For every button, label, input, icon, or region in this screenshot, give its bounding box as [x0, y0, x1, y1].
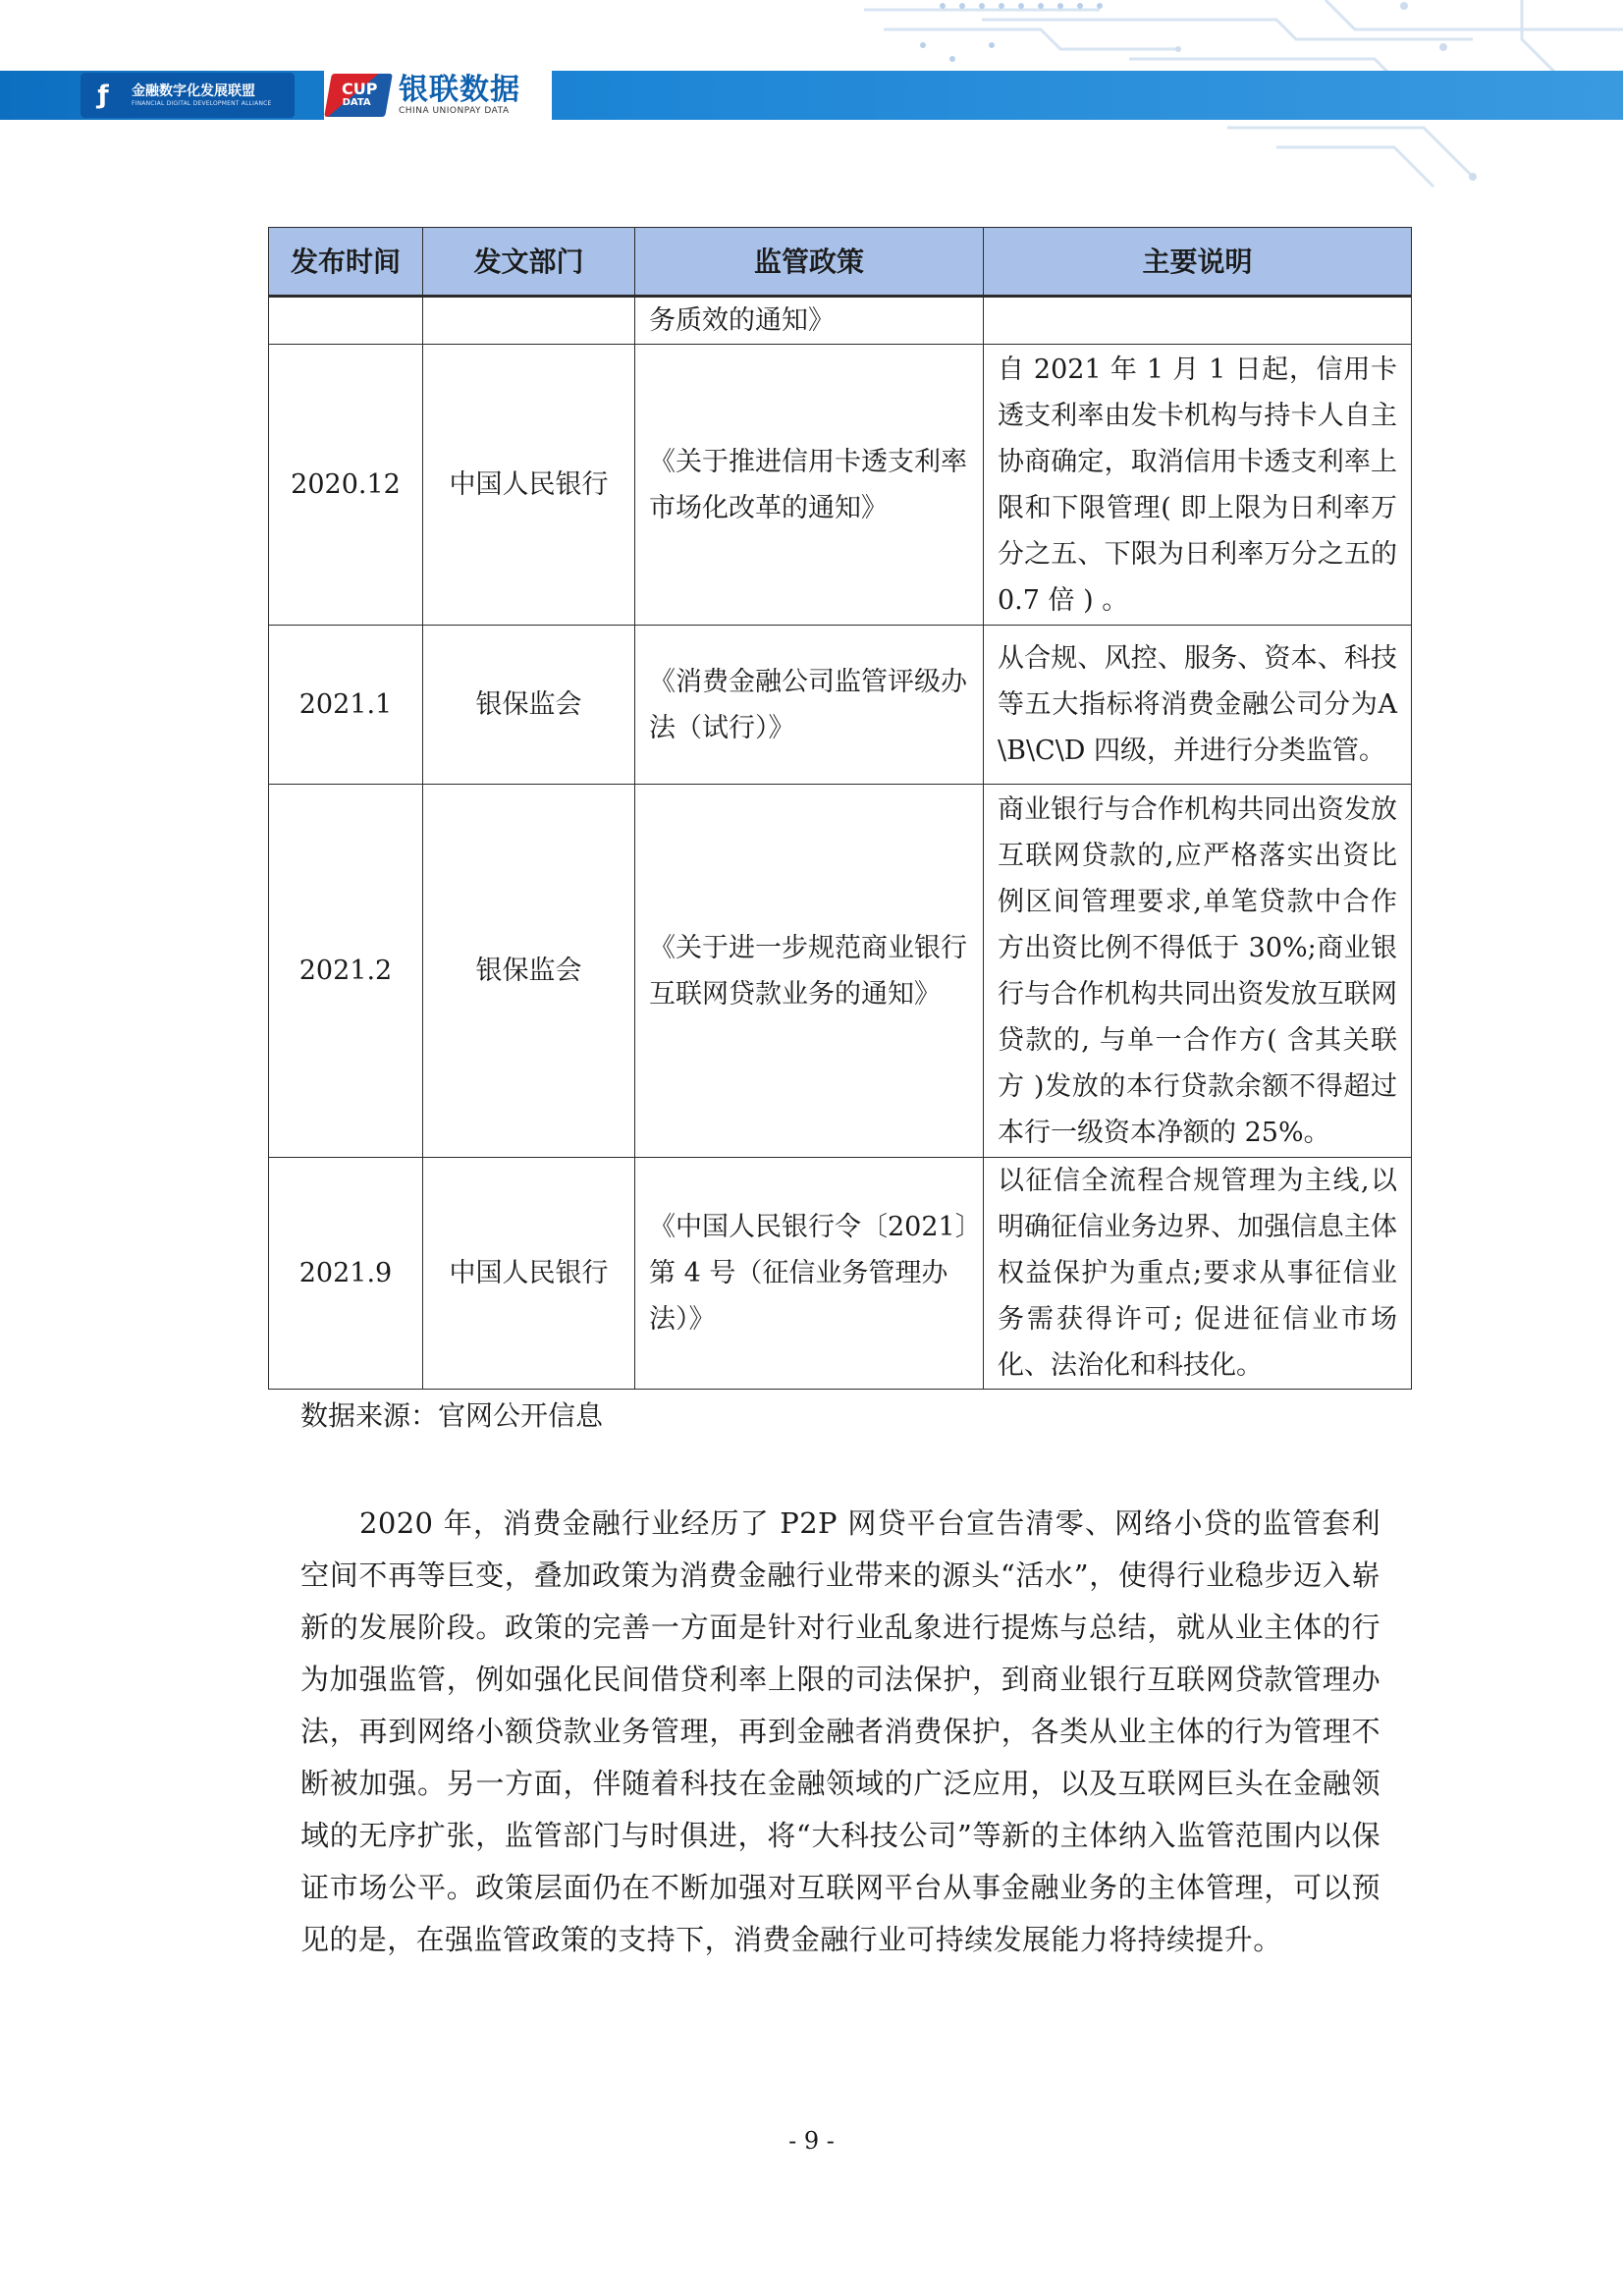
data-source-note: 数据来源：官网公开信息 [300, 1399, 604, 1432]
cup-data-badge-icon [324, 74, 393, 117]
table-row [269, 1158, 1412, 1390]
cell-policy: 《关于进一步规范商业银行互联网贷款业务的通知》 [635, 785, 984, 1158]
page-number: - 9 - [788, 2127, 835, 2155]
cup-badge-top: CUP [341, 80, 378, 98]
cell-description: 商业银行与合作机构共同出资发放互联网贷款的,应严格落实出资比例区间管理要求,单笔贷款中合作方出资比例不得低于 30%;商业银行与合作机构共同出资发放互联网贷款的, 与单一合作方( 含其关联方 )发放的本行贷款余额不得超过本行一级资本净额的 25%。 [984, 785, 1412, 1158]
table-row [269, 345, 1412, 626]
table-row [269, 626, 1412, 785]
cell-date [269, 297, 423, 345]
cell-date: 2021.1 [269, 626, 423, 785]
unionpay-data-logo [324, 71, 552, 120]
cell-date: 2021.2 [269, 785, 423, 1158]
unionpay-data-subtitle: CHINA UNIONPAY DATA [399, 105, 510, 116]
cell-policy: 务质效的通知》 [635, 297, 984, 345]
cell-policy: 《关于推进信用卡透支利率市场化改革的通知》 [635, 345, 984, 626]
page-header [0, 0, 1623, 196]
policy-table [268, 227, 1412, 1390]
header-regulatory-policy: 监管政策 [635, 228, 984, 297]
cell-description: 自 2021 年 1 月 1 日起，信用卡透支利率由发卡机构与持卡人自主协商确定，取消信用卡透支利率上限和下限管理( 即上限为日利率万分之五、下限为日利率万分之五的 0.7 倍 ) 。 [984, 345, 1412, 626]
header-publish-date: 发布时间 [269, 228, 423, 297]
cell-department: 中国人民银行 [423, 1158, 635, 1390]
table-header-row [269, 228, 1412, 297]
unionpay-data-title: 银联数据 [399, 72, 520, 107]
alliance-logo [81, 73, 295, 118]
header-issuing-department: 发文部门 [423, 228, 635, 297]
table-header [269, 228, 1412, 297]
cell-date: 2021.9 [269, 1158, 423, 1390]
alliance-logo-icon: ƒ [81, 73, 126, 118]
body-paragraph: 2020 年，消费金融行业经历了 P2P 网贷平台宣告清零、网络小贷的监管套利空间不再等巨变，叠加政策为消费金融行业带来的源头“活水”，使得行业稳步迈入崭新的发展阶段。政策的完善一方面是针对行业乱象进行提炼与总结，就从业主体的行为加强监管，例如强化民间借贷利率上限的司法保护，到商业银行互联网贷款管理办法，再到网络小额贷款业务管理，再到金融者消费保护，各类从业主体的行为管理不断被加强。另一方面，伴随着科技在金融领域的广泛应用，以及互联网巨头在金融领域的无序扩张，监管部门与时俱进，将“大科技公司”等新的主体纳入监管范围内以保证市场公平。政策层面仍在不断加强对互联网平台从事金融业务的主体管理，可以预见的是，在强监管政策的支持下，消费金融行业可持续发展能力将持续提升。 [300, 1506, 1380, 1956]
cell-description: 从合规、风控、服务、资本、科技等五大指标将消费金融公司分为A\B\C\D 四级，并进行分类监管。 [984, 626, 1412, 785]
table-body [269, 297, 1412, 1390]
table-row [269, 785, 1412, 1158]
cell-department: 银保监会 [423, 785, 635, 1158]
alliance-logo-title: 金融数字化发展联盟 [132, 83, 255, 99]
cell-policy: 《中国人民银行令〔2021〕第 4 号（征信业务管理办法）》 [635, 1158, 984, 1390]
cell-department: 中国人民银行 [423, 345, 635, 626]
table-row [269, 297, 1412, 345]
cell-description [984, 297, 1412, 345]
cell-department [423, 297, 635, 345]
cell-department: 银保监会 [423, 626, 635, 785]
alliance-logo-subtitle: FINANCIAL DIGITAL DEVELOPMENT ALLIANCE [132, 100, 272, 107]
cell-date: 2020.12 [269, 345, 423, 626]
cell-policy: 《消费金融公司监管评级办法（试行）》 [635, 626, 984, 785]
cup-badge-bottom: DATA [343, 97, 372, 108]
cell-description: 以征信全流程合规管理为主线,以明确征信业务边界、加强信息主体权益保护为重点;要求从事征信业务需获得许可; 促进征信业市场化、法治化和科技化。 [984, 1158, 1412, 1390]
header-main-description: 主要说明 [984, 228, 1412, 297]
